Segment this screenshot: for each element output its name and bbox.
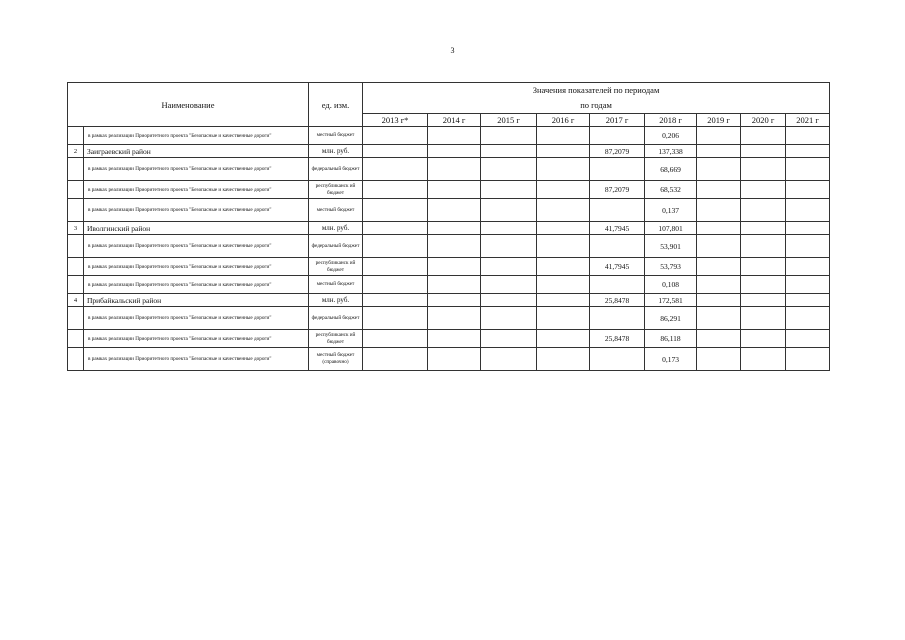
- table-row: [68, 145, 830, 158]
- funding-line-name: в рамках реализации Приоритетного проекта "Безопасные и качественные дороги": [84, 199, 309, 222]
- value-cell: [590, 199, 645, 222]
- funding-line-name: в рамках реализации Приоритетного проекта "Безопасные и качественные дороги": [84, 181, 309, 199]
- indicators-table: [67, 82, 830, 371]
- value-cell: 41,7945: [590, 258, 645, 276]
- value-cell: 68,532: [645, 181, 697, 199]
- unit-cell: республиканск ий бюджет: [309, 258, 363, 276]
- table-row: [68, 348, 830, 371]
- value-cell: 53,901: [645, 235, 697, 258]
- value-cell: [363, 222, 428, 235]
- row-number: [68, 199, 84, 222]
- value-cell: [481, 276, 537, 294]
- value-cell: [741, 307, 786, 330]
- value-cell: 53,793: [645, 258, 697, 276]
- value-cell: [481, 127, 537, 145]
- value-cell: [363, 158, 428, 181]
- value-cell: [786, 127, 830, 145]
- value-cell: [537, 258, 590, 276]
- value-cell: [537, 181, 590, 199]
- funding-line-name: в рамках реализации Приоритетного проекта "Безопасные и качественные дороги": [84, 348, 309, 371]
- value-cell: [590, 158, 645, 181]
- unit-cell: местный бюджет (справочно): [309, 348, 363, 371]
- value-cell: [590, 127, 645, 145]
- value-cell: [363, 276, 428, 294]
- table-row: [68, 158, 830, 181]
- value-cell: [741, 294, 786, 307]
- value-cell: [786, 222, 830, 235]
- unit-cell: местный бюджет: [309, 199, 363, 222]
- row-number: [68, 127, 84, 145]
- year-header: 2014 г: [428, 114, 481, 127]
- value-cell: 107,801: [645, 222, 697, 235]
- table-row: [68, 258, 830, 276]
- value-cell: [481, 307, 537, 330]
- header-values-line2: по годам: [363, 98, 830, 114]
- year-header: 2021 г: [786, 114, 830, 127]
- value-cell: [786, 307, 830, 330]
- district-name: Заиграевский район: [84, 145, 309, 158]
- value-cell: [363, 294, 428, 307]
- value-cell: [697, 181, 741, 199]
- funding-line-name: в рамках реализации Приоритетного проекта "Безопасные и качественные дороги": [84, 276, 309, 294]
- value-cell: [741, 181, 786, 199]
- row-number: [68, 235, 84, 258]
- value-cell: [537, 276, 590, 294]
- value-cell: 68,669: [645, 158, 697, 181]
- value-cell: [481, 181, 537, 199]
- value-cell: [363, 145, 428, 158]
- value-cell: [428, 348, 481, 371]
- value-cell: 86,118: [645, 330, 697, 348]
- value-cell: [786, 181, 830, 199]
- value-cell: [786, 199, 830, 222]
- value-cell: [537, 348, 590, 371]
- year-header: 2013 г*: [363, 114, 428, 127]
- value-cell: [363, 199, 428, 222]
- value-cell: 25,8478: [590, 330, 645, 348]
- value-cell: [537, 307, 590, 330]
- value-cell: [590, 276, 645, 294]
- value-cell: [590, 235, 645, 258]
- value-cell: [428, 199, 481, 222]
- value-cell: [697, 348, 741, 371]
- page-number: 3: [450, 46, 455, 55]
- value-cell: [786, 145, 830, 158]
- value-cell: [428, 307, 481, 330]
- funding-line-name: в рамках реализации Приоритетного проекта "Безопасные и качественные дороги": [84, 258, 309, 276]
- value-cell: 0,108: [645, 276, 697, 294]
- header-name: Наименование: [68, 83, 309, 127]
- table-row: [68, 199, 830, 222]
- row-number: [68, 307, 84, 330]
- value-cell: [697, 158, 741, 181]
- row-number: [68, 348, 84, 371]
- value-cell: 86,291: [645, 307, 697, 330]
- value-cell: [428, 127, 481, 145]
- year-header: 2015 г: [481, 114, 537, 127]
- row-number: [68, 258, 84, 276]
- district-name: Прибайкальский район: [84, 294, 309, 307]
- value-cell: [741, 199, 786, 222]
- value-cell: [697, 235, 741, 258]
- funding-line-name: в рамках реализации Приоритетного проекта "Безопасные и качественные дороги": [84, 330, 309, 348]
- value-cell: [590, 307, 645, 330]
- value-cell: [741, 330, 786, 348]
- table-body: [68, 127, 830, 371]
- value-cell: [363, 330, 428, 348]
- value-cell: [537, 145, 590, 158]
- value-cell: 87,2079: [590, 181, 645, 199]
- value-cell: [481, 145, 537, 158]
- value-cell: [363, 235, 428, 258]
- unit-cell: млн. руб.: [309, 145, 363, 158]
- value-cell: [697, 258, 741, 276]
- table-row: [68, 127, 830, 145]
- value-cell: [428, 235, 481, 258]
- unit-cell: республиканск ий бюджет: [309, 330, 363, 348]
- table-row: [68, 294, 830, 307]
- funding-line-name: в рамках реализации Приоритетного проекта "Безопасные и качественные дороги": [84, 158, 309, 181]
- value-cell: [697, 199, 741, 222]
- value-cell: [363, 258, 428, 276]
- table-row: [68, 276, 830, 294]
- value-cell: [786, 294, 830, 307]
- table-row: [68, 330, 830, 348]
- value-cell: 87,2079: [590, 145, 645, 158]
- value-cell: [537, 235, 590, 258]
- value-cell: [481, 199, 537, 222]
- value-cell: [697, 276, 741, 294]
- header-values-line1: Значения показателей по периодам: [363, 83, 830, 99]
- year-header: 2019 г: [697, 114, 741, 127]
- value-cell: [481, 348, 537, 371]
- value-cell: [697, 145, 741, 158]
- district-name: Иволгинский район: [84, 222, 309, 235]
- unit-cell: федеральный бюджет: [309, 235, 363, 258]
- value-cell: 137,338: [645, 145, 697, 158]
- value-cell: [697, 222, 741, 235]
- unit-cell: республиканск ий бюджет: [309, 181, 363, 199]
- value-cell: [363, 181, 428, 199]
- value-cell: [481, 235, 537, 258]
- value-cell: [741, 145, 786, 158]
- value-cell: [481, 158, 537, 181]
- value-cell: 0,173: [645, 348, 697, 371]
- value-cell: [537, 127, 590, 145]
- unit-cell: федеральный бюджет: [309, 307, 363, 330]
- value-cell: [741, 258, 786, 276]
- funding-line-name: в рамках реализации Приоритетного проекта "Безопасные и качественные дороги": [84, 307, 309, 330]
- year-header: 2018 г: [645, 114, 697, 127]
- value-cell: [697, 307, 741, 330]
- value-cell: 41,7945: [590, 222, 645, 235]
- value-cell: [537, 294, 590, 307]
- value-cell: [363, 348, 428, 371]
- header-unit: ед. изм.: [309, 83, 363, 127]
- year-header: 2016 г: [537, 114, 590, 127]
- value-cell: [428, 258, 481, 276]
- value-cell: [428, 276, 481, 294]
- value-cell: [786, 330, 830, 348]
- value-cell: 0,206: [645, 127, 697, 145]
- value-cell: [741, 158, 786, 181]
- value-cell: [741, 348, 786, 371]
- unit-cell: млн. руб.: [309, 222, 363, 235]
- value-cell: [697, 127, 741, 145]
- unit-cell: местный бюджет: [309, 276, 363, 294]
- funding-line-name: в рамках реализации Приоритетного проекта "Безопасные и качественные дороги": [84, 235, 309, 258]
- value-cell: [741, 127, 786, 145]
- value-cell: [741, 222, 786, 235]
- row-number: 2: [68, 145, 84, 158]
- value-cell: 25,8478: [590, 294, 645, 307]
- value-cell: 0,137: [645, 199, 697, 222]
- value-cell: [741, 235, 786, 258]
- table-row: [68, 181, 830, 199]
- year-header: 2017 г: [590, 114, 645, 127]
- row-number: 4: [68, 294, 84, 307]
- table-row: [68, 235, 830, 258]
- value-cell: [537, 158, 590, 181]
- value-cell: [537, 222, 590, 235]
- unit-cell: млн. руб.: [309, 294, 363, 307]
- unit-cell: федеральный бюджет: [309, 158, 363, 181]
- value-cell: [428, 330, 481, 348]
- value-cell: 172,581: [645, 294, 697, 307]
- value-cell: [481, 222, 537, 235]
- unit-cell: местный бюджет: [309, 127, 363, 145]
- value-cell: [697, 330, 741, 348]
- value-cell: [481, 294, 537, 307]
- value-cell: [428, 145, 481, 158]
- value-cell: [363, 127, 428, 145]
- row-number: [68, 158, 84, 181]
- year-header: 2020 г: [741, 114, 786, 127]
- value-cell: [481, 330, 537, 348]
- table-row: [68, 307, 830, 330]
- value-cell: [363, 307, 428, 330]
- value-cell: [786, 158, 830, 181]
- value-cell: [786, 348, 830, 371]
- funding-line-name: в рамках реализации Приоритетного проекта "Безопасные и качественные дороги": [84, 127, 309, 145]
- value-cell: [481, 258, 537, 276]
- value-cell: [786, 235, 830, 258]
- value-cell: [428, 181, 481, 199]
- table-row: [68, 222, 830, 235]
- row-number: [68, 276, 84, 294]
- row-number: [68, 330, 84, 348]
- value-cell: [428, 222, 481, 235]
- value-cell: [786, 276, 830, 294]
- value-cell: [786, 258, 830, 276]
- value-cell: [590, 348, 645, 371]
- value-cell: [697, 294, 741, 307]
- value-cell: [428, 294, 481, 307]
- value-cell: [537, 199, 590, 222]
- value-cell: [428, 158, 481, 181]
- row-number: [68, 181, 84, 199]
- value-cell: [741, 276, 786, 294]
- value-cell: [537, 330, 590, 348]
- row-number: 3: [68, 222, 84, 235]
